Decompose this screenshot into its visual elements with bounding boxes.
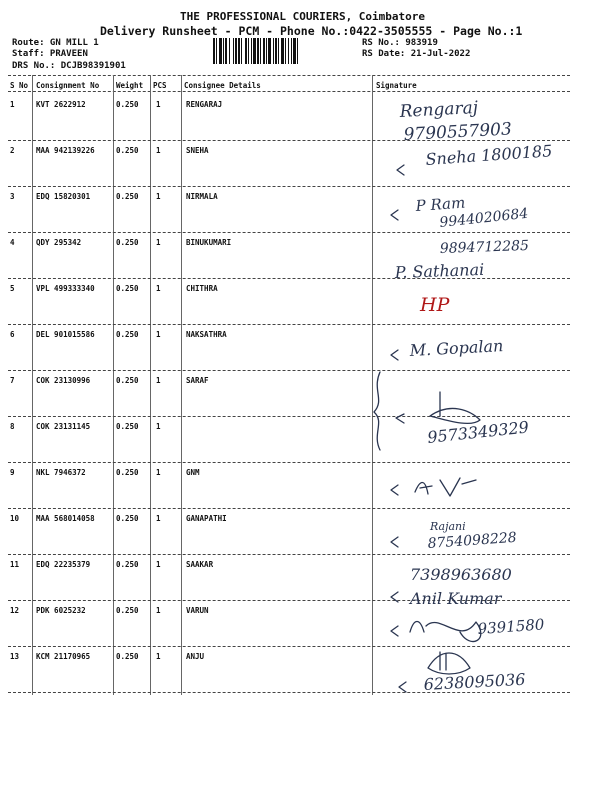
row-consignment-no: MAA 568014058 bbox=[36, 514, 95, 523]
row-consignee: VARUN bbox=[186, 606, 209, 615]
row-consignment-no: PDK 6025232 bbox=[36, 606, 86, 615]
handwriting-r1-name: Rengaraj bbox=[399, 97, 479, 122]
handwriting-r10-phone: 8754098228 bbox=[427, 529, 518, 552]
row-consignment-no: MAA 942139226 bbox=[36, 146, 95, 155]
row-pcs: 1 bbox=[156, 560, 161, 569]
sign-mark bbox=[391, 537, 398, 547]
handwriting-r13-phone: 6238095036 bbox=[423, 669, 526, 694]
row-pcs: 1 bbox=[156, 330, 161, 339]
route-label: Route: GN MILL 1 bbox=[12, 38, 99, 48]
handwriting-r11-phone: 7398963680 bbox=[410, 565, 512, 584]
row-sno: 7 bbox=[10, 376, 15, 385]
sign-mark bbox=[391, 350, 398, 360]
row-weight: 0.250 bbox=[116, 192, 139, 201]
row-consignment-no: KCM 21170965 bbox=[36, 652, 91, 661]
row-consignee: BINUKUMARI bbox=[186, 238, 232, 247]
handwriting-r1-phone: 9790557903 bbox=[403, 119, 513, 145]
row-sno: 12 bbox=[10, 606, 20, 615]
row-sno: 2 bbox=[10, 146, 15, 155]
row-consignee: CHITHRA bbox=[186, 284, 218, 293]
row-consignee: ANJU bbox=[186, 652, 205, 661]
col-header-consignment: Consignment No bbox=[36, 81, 100, 90]
row-consignee: SNEHA bbox=[186, 146, 209, 155]
row-pcs: 1 bbox=[156, 652, 161, 661]
handwriting-r2: Sneha 1800185 bbox=[424, 141, 553, 169]
row-pcs: 1 bbox=[156, 284, 161, 293]
signature-scribble bbox=[391, 622, 481, 642]
col-header-pcs: PCS bbox=[153, 81, 167, 90]
row-sno: 13 bbox=[10, 652, 20, 661]
handwriting-r8-phone: 9573349329 bbox=[426, 417, 530, 447]
row-pcs: 1 bbox=[156, 146, 161, 155]
row-weight: 0.250 bbox=[116, 284, 139, 293]
row-pcs: 1 bbox=[156, 376, 161, 385]
row-sno: 1 bbox=[10, 100, 15, 109]
row-consignment-no: EDQ 15820301 bbox=[36, 192, 91, 201]
handwriting-r3-phone: 9944020684 bbox=[438, 205, 530, 231]
row-pcs: 1 bbox=[156, 422, 161, 431]
handwriting-r4-name: P. Sathanai bbox=[394, 259, 485, 282]
row-consignee: RENGARAJ bbox=[186, 100, 223, 109]
bracket-mark bbox=[374, 372, 380, 450]
signature-scribble bbox=[428, 652, 470, 674]
row-sno: 6 bbox=[10, 330, 15, 339]
signature-scribble bbox=[396, 392, 480, 423]
row-consignment-no: VPL 499333340 bbox=[36, 284, 95, 293]
row-weight: 0.250 bbox=[116, 560, 139, 569]
row-weight: 0.250 bbox=[116, 468, 139, 477]
row-weight: 0.250 bbox=[116, 422, 139, 431]
handwriting-r12: 9391580 bbox=[477, 615, 545, 638]
sign-mark bbox=[399, 682, 406, 692]
row-sno: 10 bbox=[10, 514, 20, 523]
row-sno: 4 bbox=[10, 238, 15, 247]
handwriting-r10-name: Rajani bbox=[430, 520, 466, 533]
row-weight: 0.250 bbox=[116, 606, 139, 615]
row-sno: 9 bbox=[10, 468, 15, 477]
row-sno: 5 bbox=[10, 284, 15, 293]
row-pcs: 1 bbox=[156, 238, 161, 247]
row-consignee: NAKSATHRA bbox=[186, 330, 227, 339]
row-consignment-no: EDQ 22235379 bbox=[36, 560, 91, 569]
row-consignment-no: QDY 295342 bbox=[36, 238, 82, 247]
row-sno: 3 bbox=[10, 192, 15, 201]
col-header-signature: Signature bbox=[376, 81, 417, 90]
handwriting-r3-name: P Ram bbox=[415, 193, 466, 215]
row-pcs: 1 bbox=[156, 100, 161, 109]
row-consignment-no: DEL 901015586 bbox=[36, 330, 95, 339]
row-consignee: SARAF bbox=[186, 376, 209, 385]
staff-label: Staff: PRAVEEN bbox=[12, 49, 88, 59]
row-consignee: NIRMALA bbox=[186, 192, 218, 201]
handwriting-r4-phone: 9894712285 bbox=[439, 237, 530, 257]
row-weight: 0.250 bbox=[116, 146, 139, 155]
handwriting-r5: HP bbox=[420, 294, 450, 316]
row-consignee: SAAKAR bbox=[186, 560, 214, 569]
handwriting-r6: M. Gopalan bbox=[409, 336, 504, 360]
sign-mark bbox=[397, 165, 404, 175]
row-weight: 0.250 bbox=[116, 238, 139, 247]
rs-number: RS No.: 983919 bbox=[362, 38, 438, 48]
rs-date: RS Date: 21-Jul-2022 bbox=[362, 49, 471, 59]
row-pcs: 1 bbox=[156, 606, 161, 615]
row-consignment-no: KVT 2622912 bbox=[36, 100, 86, 109]
row-consignment-no: NKL 7946372 bbox=[36, 468, 86, 477]
row-consignment-no: COK 23131145 bbox=[36, 422, 91, 431]
handwriting-r11-name: Anil Kumar bbox=[410, 589, 502, 608]
row-consignee: GNM bbox=[186, 468, 200, 477]
row-pcs: 1 bbox=[156, 514, 161, 523]
row-sno: 8 bbox=[10, 422, 15, 431]
row-consignment-no: COK 23130996 bbox=[36, 376, 91, 385]
sign-mark bbox=[391, 592, 398, 602]
drs-number: DRS No.: DCJB98391901 bbox=[12, 61, 126, 71]
company-name: THE PROFESSIONAL COURIERS, Coimbatore bbox=[180, 10, 426, 23]
row-consignee: GANAPATHI bbox=[186, 514, 227, 523]
signature-scribble bbox=[391, 478, 476, 496]
row-pcs: 1 bbox=[156, 468, 161, 477]
row-weight: 0.250 bbox=[116, 330, 139, 339]
row-weight: 0.250 bbox=[116, 376, 139, 385]
row-weight: 0.250 bbox=[116, 652, 139, 661]
row-sno: 11 bbox=[10, 560, 20, 569]
runsheet-title: Delivery Runsheet - PCM - Phone No.:0422-3505555 - Page No.:1 bbox=[100, 24, 523, 38]
row-weight: 0.250 bbox=[116, 100, 139, 109]
row-weight: 0.250 bbox=[116, 514, 139, 523]
sign-mark bbox=[391, 210, 398, 220]
col-header-weight: Weight bbox=[116, 81, 144, 90]
col-header-sno: S No bbox=[10, 81, 29, 90]
row-pcs: 1 bbox=[156, 192, 161, 201]
col-header-consignee: Consignee Details bbox=[184, 81, 261, 90]
